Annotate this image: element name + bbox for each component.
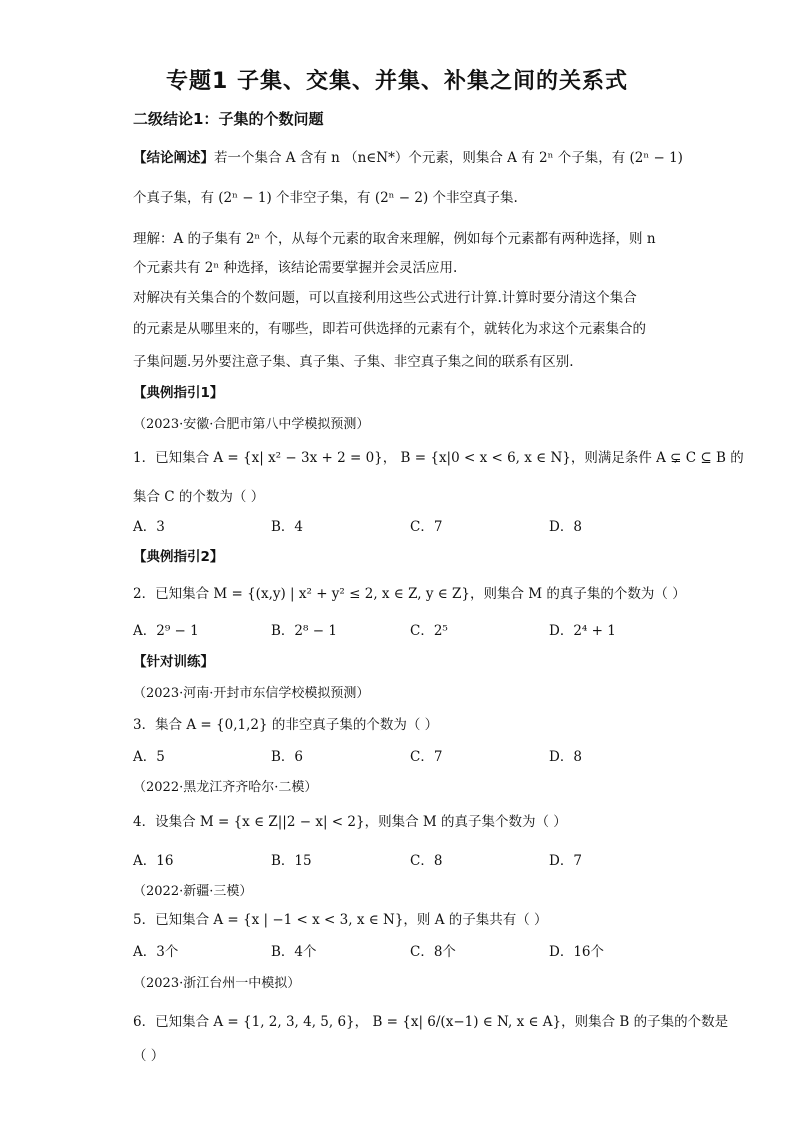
q1-option-c: C．7 — [410, 519, 443, 535]
example1-tag: 【典例指引1】 — [133, 385, 224, 401]
question-4-text: 4．设集合 M = {x ∈ Z||2 − x| < 2}，则集合 M 的真子集个数为（ ） — [133, 814, 567, 830]
question-5-text: 5．已知集合 A = {x | −1 < x < 3, x ∈ N}，则 A 的子集共有（ ） — [133, 912, 548, 928]
q3-option-d: D．8 — [549, 749, 582, 765]
q3-option-a: A．5 — [133, 749, 165, 765]
training-tag: 【针对训练】 — [133, 654, 214, 670]
q4-option-d: D．7 — [549, 853, 582, 869]
q5-source: （2022·新疆·三模） — [133, 884, 253, 899]
q2-option-b: B．2⁸ − 1 — [271, 623, 337, 639]
understanding-line-3: 对解决有关集合的个数问题，可以直接利用这些公式进行计算.计算时要分清这个集合 — [133, 290, 637, 306]
conclusion-line-1 — [133, 146, 683, 166]
understanding-line-2: 个元素共有 2ⁿ 种选择，该结论需要掌握并会灵活应用. — [133, 260, 458, 276]
q4-option-b: B．15 — [271, 853, 312, 869]
question-1-line-1: 1．已知集合 A = {x| x² − 3x + 2 = 0}， B = {x|0 < x < 6, x ∈ N}，则满足条件 A ⊊ C ⊆ B 的 — [133, 450, 744, 466]
q4-option-c: C．8 — [410, 853, 443, 869]
q1-option-a: A．3 — [133, 519, 165, 535]
q2-option-d: D．2⁴ + 1 — [549, 623, 616, 639]
q1-option-d: D．8 — [549, 519, 582, 535]
q4-option-a: A．16 — [133, 853, 174, 869]
section-heading: 二级结论1：子集的个数问题 — [133, 110, 324, 128]
conclusion-text-1: 若一个集合 A 含有 n （n∈N*）个元素，则集合 A 有 2ⁿ 个子集，有 (2ⁿ − 1) — [214, 150, 683, 166]
q3-option-c: C．7 — [410, 749, 443, 765]
page-title: 专题1 子集、交集、并集、补集之间的关系式 — [166, 69, 628, 94]
question-6-text: 6．已知集合 A = {1, 2, 3, 4, 5, 6}， B = {x| 6/(x−1) ∈ N, x ∈ A}，则集合 B 的子集的个数是 — [133, 1014, 729, 1030]
understanding-line-5: 子集问题.另外要注意子集、真子集、子集、非空真子集之间的联系有区别. — [133, 354, 574, 370]
q4-source: （2022·黑龙江齐齐哈尔·二模） — [133, 780, 318, 795]
q2-option-a: A．2⁹ − 1 — [133, 623, 199, 639]
q3-option-b: B．6 — [271, 749, 304, 765]
q5-option-b: B．4个 — [271, 944, 317, 960]
question-2-text: 2．已知集合 M = {(x,y) | x² + y² ≤ 2, x ∈ Z, y ∈ Z}，则集合 M 的真子集的个数为（ ） — [133, 586, 686, 602]
conclusion-line-2: 个真子集，有 (2ⁿ − 1) 个非空子集，有 (2ⁿ − 2) 个非空真子集. — [133, 190, 518, 206]
q5-option-c: C．8个 — [410, 944, 456, 960]
q3-source: （2023·河南·开封市东信学校模拟预测） — [133, 686, 370, 701]
question-6-tail: （ ） — [133, 1048, 165, 1064]
understanding-line-4: 的元素是从哪里来的，有哪些，即若可供选择的元素有个，就转化为求这个元素集合的 — [133, 321, 646, 337]
example1-source: （2023·安徽·合肥市第八中学模拟预测） — [133, 417, 370, 432]
q5-option-d: D．16个 — [549, 944, 605, 960]
conclusion-tag: 【结论阐述】 — [133, 150, 214, 166]
q2-option-c: C．2⁵ — [410, 623, 448, 639]
question-3-text: 3．集合 A = {0,1,2} 的非空真子集的个数为（ ） — [133, 717, 439, 733]
example2-tag: 【典例指引2】 — [133, 549, 224, 565]
q6-source: （2023·浙江台州一中模拟） — [133, 976, 301, 991]
q1-option-b: B．4 — [271, 519, 304, 535]
q5-option-a: A．3个 — [133, 944, 179, 960]
understanding-line-1: 理解：A 的子集有 2ⁿ 个，从每个元素的取舍来理解，例如每个元素都有两种选择，则 n — [133, 231, 656, 247]
question-1-line-2: 集合 C 的个数为（ ） — [133, 489, 265, 505]
